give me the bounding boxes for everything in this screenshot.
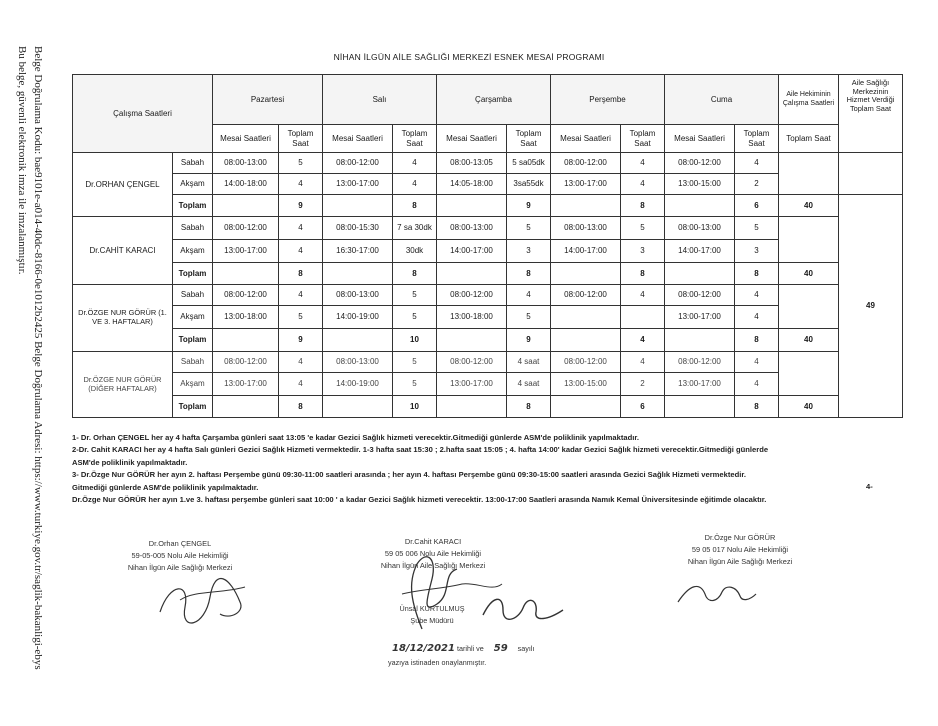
header-toplam: Toplam Saat [507, 125, 551, 153]
notes-block [72, 432, 912, 506]
shift-label: Sabah [173, 352, 213, 373]
table-cell [779, 217, 839, 263]
table-cell: 4 [279, 373, 323, 396]
table-cell: 4 [507, 285, 551, 306]
note-line: 3- Dr.Özge Nur GÖRÜR her ayın 2. haftası Perşembe günü 09:30-11:00 saatleri arasında ; her ayın 4. haftası Perşembe günü 09:30-15:00 saatleri arasında Gezici Sağlık Hizmeti vermektedir. [72, 470, 747, 480]
table-cell: 30dk [393, 240, 437, 263]
table-cell [551, 306, 621, 329]
table-cell: 08:00-12:00 [665, 153, 735, 174]
doctor-name: Dr.ÖZGE NUR GÖRÜR (DİĞER HAFTALAR) [73, 352, 173, 418]
total-row [73, 195, 903, 217]
doctor-name: Dr.CAHİT KARACI [73, 217, 173, 285]
table-cell: 14:00-19:00 [323, 373, 393, 396]
header-toplam: Toplam Saat [393, 125, 437, 153]
table-cell: 14:00-17:00 [437, 240, 507, 263]
table-cell [665, 195, 735, 217]
total-label: Toplam [173, 263, 213, 285]
table-cell: 14:00-18:00 [213, 174, 279, 195]
table-row [73, 373, 903, 396]
table-cell: 14:00-17:00 [551, 240, 621, 263]
shift-label: Akşam [173, 240, 213, 263]
table-cell: 7 sa 30dk [393, 217, 437, 240]
table-cell: 4 [621, 285, 665, 306]
table-cell: 13:00-15:00 [551, 373, 621, 396]
header-day-monday: Pazartesi [213, 75, 323, 125]
table-cell: 9 [279, 195, 323, 217]
signature-line: 59 05 017 Nolu Aile Hekimliği [691, 545, 789, 554]
doctor-name: Dr.ÖZGE NUR GÖRÜR (1. VE 3. HAFTALAR) [73, 285, 173, 352]
document-title: NİHAN İLGÜN AİLE SAĞLIĞI MERKEZİ ESNEK MESAİ PROGRAMI [333, 52, 605, 62]
asm-total-value: 49 [839, 195, 903, 418]
table-cell: 5 [279, 306, 323, 329]
total-label: Toplam [173, 396, 213, 418]
handwritten-signature-ozge [670, 574, 760, 614]
header-mesai: Mesai Saatleri [437, 125, 507, 153]
table-cell: 4 [735, 352, 779, 373]
table-cell: 9 [279, 329, 323, 352]
table-cell [665, 263, 735, 285]
header-toplam: Toplam Saat [621, 125, 665, 153]
header-calisma: Çalışma Saatleri [73, 75, 213, 153]
shift-label: Akşam [173, 174, 213, 195]
weekly-total: 40 [779, 195, 839, 217]
signature-line: Nihan İlgün Aile Sağlığı Merkezi [127, 563, 233, 572]
header-toplam: Toplam Saat [279, 125, 323, 153]
table-cell: 8 [279, 396, 323, 418]
table-cell: 13:00-18:00 [213, 306, 279, 329]
table-cell: 8 [735, 329, 779, 352]
table-cell: 10 [393, 329, 437, 352]
approval-number: 59 [493, 643, 508, 654]
table-cell: 4 [621, 352, 665, 373]
table-cell [665, 396, 735, 418]
table-cell: 08:00-12:00 [665, 285, 735, 306]
table-cell: 13:00-17:00 [437, 373, 507, 396]
table-cell: 08:00-13:00 [213, 153, 279, 174]
table-cell: 08:00-12:00 [213, 285, 279, 306]
note-line: Dr.Özge Nur GÖRÜR her ayın 1.ve 3. haftası perşembe günleri saat 10:00 ' a kadar Gezici Sağlık hizmeti verecektir. 13:00-17:00 Saatleri arasında Namık Kemal Üniversitesinde eğitimde olacaktır. [72, 495, 767, 505]
table-cell [779, 285, 839, 329]
shift-label: Akşam [173, 373, 213, 396]
table-cell [839, 153, 903, 195]
table-cell: 08:00-13:00 [323, 352, 393, 373]
table-row [73, 352, 903, 373]
table-cell: 13:00-17:00 [323, 174, 393, 195]
table-cell: 13:00-18:00 [437, 306, 507, 329]
table-cell: 13:00-17:00 [213, 373, 279, 396]
shift-label: Sabah [173, 153, 213, 174]
table-cell: 4 [393, 153, 437, 174]
table-cell [213, 263, 279, 285]
signature-line: Nihan İlgün Aile Sağlığı Merkezi [687, 557, 793, 566]
table-cell: 08:00-13:00 [551, 217, 621, 240]
table-cell [779, 153, 839, 195]
approval-date: 18/12/2021 [392, 643, 455, 654]
table-cell: 13:00-17:00 [213, 240, 279, 263]
approval-date-line [392, 643, 534, 654]
signature-block-ozge [655, 532, 825, 568]
table-row [73, 306, 903, 329]
table-cell: 4 [393, 174, 437, 195]
header-toplam-saat: Toplam Saat [779, 125, 839, 153]
table-cell: 5 [507, 306, 551, 329]
table-cell [551, 263, 621, 285]
handwritten-signature-orhan [150, 572, 260, 632]
table-cell: 13:00-17:00 [665, 373, 735, 396]
table-cell [213, 396, 279, 418]
table-cell [437, 329, 507, 352]
header-toplam: Toplam Saat [735, 125, 779, 153]
table-cell: 5 [621, 217, 665, 240]
table-cell: 4 saat [507, 373, 551, 396]
table-cell [665, 329, 735, 352]
approver-title: Şube Müdürü [410, 616, 454, 625]
table-row [73, 153, 903, 174]
table-cell: 4 [279, 217, 323, 240]
header-mesai: Mesai Saatleri [665, 125, 735, 153]
approval-number-suffix: sayılı [517, 644, 535, 653]
table-cell: 8 [393, 195, 437, 217]
table-cell: 8 [621, 195, 665, 217]
table-row [73, 217, 903, 240]
table-cell: 3 [621, 240, 665, 263]
approver-name: Ünsal KURTULMUŞ [399, 604, 465, 613]
table-cell: 4 [735, 153, 779, 174]
total-label: Toplam [173, 195, 213, 217]
total-row [73, 329, 903, 352]
table-cell: 3 [507, 240, 551, 263]
table-cell: 08:00-12:00 [437, 285, 507, 306]
table-cell: 5 sa05dk [507, 153, 551, 174]
table-cell [551, 195, 621, 217]
approval-line: yazıya istinaden onaylanmıştır. [388, 658, 487, 667]
note-line: Gitmediği günlerde ASM'de poliklinik yapılmaktadır. [72, 482, 259, 492]
table-cell: 9 [507, 329, 551, 352]
table-cell: 4 saat [507, 352, 551, 373]
table-cell: 08:00-13:05 [437, 153, 507, 174]
table-cell [323, 263, 393, 285]
table-cell: 3 [735, 240, 779, 263]
header-mesai: Mesai Saatleri [323, 125, 393, 153]
table-cell: 5 [393, 306, 437, 329]
table-cell [621, 306, 665, 329]
table-cell: 4 [621, 329, 665, 352]
table-cell: 13:00-17:00 [551, 174, 621, 195]
shift-label: Akşam [173, 306, 213, 329]
table-cell: 8 [507, 263, 551, 285]
weekly-total: 40 [779, 396, 839, 418]
signature-line: Nihan İlgün Aile Sağlığı Merkezi [380, 561, 486, 570]
total-row [73, 396, 903, 418]
shift-label: Sabah [173, 285, 213, 306]
table-cell: 6 [621, 396, 665, 418]
table-cell: 10 [393, 396, 437, 418]
total-row [73, 263, 903, 285]
total-label: Toplam [173, 329, 213, 352]
table-cell: 8 [507, 396, 551, 418]
table-cell: 2 [735, 174, 779, 195]
header-day-friday: Cuma [665, 75, 779, 125]
weekly-total: 40 [779, 329, 839, 352]
note-line: 1- Dr. Orhan ÇENGEL her ay 4 hafta Çarşamba günleri saat 13:05 'e kadar Gezici Sağlık hizmeti verecektir.Gitmediği günlerde ASM'de poliklinik yapılmaktadır. [72, 433, 640, 442]
table-cell: 14:00-19:00 [323, 306, 393, 329]
header-mesai: Mesai Saatleri [551, 125, 621, 153]
table-row [73, 285, 903, 306]
doctor-name: Dr.ORHAN ÇENGEL [73, 153, 173, 217]
note-line: ASM'de poliklinik yapılmaktadır. [72, 457, 188, 467]
table-cell: 16:30-17:00 [323, 240, 393, 263]
approval-date-suffix: tarihli ve [456, 644, 484, 653]
shift-label: Sabah [173, 217, 213, 240]
note-line: 2-Dr. Cahit KARACI her ay 4 hafta Salı günleri Gezici Sağlık Hizmeti vermektedir. 1-3 hafta saat 15:30 ; 2.hafta saat 15:05 ; 4. hafta 14:00' kadar Gezici Sağlık hizmeti verecektir.Gitmediği günlerde [72, 445, 769, 455]
header-row-1 [73, 75, 903, 125]
table-cell: 08:00-13:00 [437, 217, 507, 240]
table-cell: 4 [735, 306, 779, 329]
table-cell: 8 [279, 263, 323, 285]
header-aile-hekimi: Aile Hekiminin Çalışma Saatleri [779, 75, 839, 125]
e-signature-note: Bu belge, güvenli elektronik imza ile imzalanmıştır. [16, 46, 28, 275]
table-cell: 3sa55dk [507, 174, 551, 195]
table-cell [551, 329, 621, 352]
table-cell: 4 [279, 240, 323, 263]
table-cell: 4 [735, 373, 779, 396]
table-cell: 6 [735, 195, 779, 217]
table-row [73, 240, 903, 263]
header-asm-total: Aile Sağlığı Merkezinin Hizmet Verdiği Toplam Saat [839, 75, 903, 153]
table-cell: 5 [735, 217, 779, 240]
table-cell: 2 [621, 373, 665, 396]
table-cell: 08:00-12:00 [665, 352, 735, 373]
table-cell: 4 [735, 285, 779, 306]
table-cell: 08:00-12:00 [213, 352, 279, 373]
table-cell: 4 [621, 153, 665, 174]
table-cell [779, 352, 839, 396]
table-cell: 5 [393, 352, 437, 373]
schedule-table [72, 74, 903, 418]
header-day-wednesday: Çarşamba [437, 75, 551, 125]
header-day-thursday: Perşembe [551, 75, 665, 125]
approval-block [372, 603, 492, 627]
signature-name: Dr.Özge Nur GÖRÜR [704, 533, 776, 542]
table-cell: 08:00-13:00 [665, 217, 735, 240]
table-cell: 08:00-12:00 [437, 352, 507, 373]
table-cell: 08:00-12:00 [213, 217, 279, 240]
table-row [73, 174, 903, 195]
table-cell: 14:00-17:00 [665, 240, 735, 263]
table-cell: 08:00-12:00 [551, 285, 621, 306]
table-cell: 5 [393, 373, 437, 396]
table-cell [437, 195, 507, 217]
signature-name: Dr.Cahit KARACI [404, 537, 462, 546]
table-cell: 08:00-13:00 [323, 285, 393, 306]
table-cell [213, 195, 279, 217]
table-cell [213, 329, 279, 352]
table-cell: 4 [279, 352, 323, 373]
table-cell [323, 329, 393, 352]
signature-line: 59-05-005 Nolu Aile Hekimliği [131, 551, 229, 560]
table-cell: 5 [393, 285, 437, 306]
table-cell [323, 195, 393, 217]
signature-block-orhan [100, 538, 260, 574]
verification-code-text: Belge Doğrulama Kodu: bae9101e-a014-40dc-8166-0e1012b2425 Belge Doğrulama Adresi: https://www.turkiye.gov.tr/saglik-bakanligi-ebys [32, 46, 44, 670]
table-cell: 13:00-17:00 [665, 306, 735, 329]
table-cell: 8 [735, 263, 779, 285]
weekly-total: 40 [779, 263, 839, 285]
table-cell [551, 396, 621, 418]
table-cell: 8 [393, 263, 437, 285]
header-mesai: Mesai Saatleri [213, 125, 279, 153]
table-cell [323, 396, 393, 418]
table-cell: 9 [507, 195, 551, 217]
table-cell: 4 [279, 285, 323, 306]
signature-name: Dr.Orhan ÇENGEL [148, 539, 212, 548]
table-cell: 08:00-12:00 [551, 352, 621, 373]
table-cell: 4 [279, 174, 323, 195]
table-cell: 08:00-15:30 [323, 217, 393, 240]
table-cell: 14:05-18:00 [437, 174, 507, 195]
table-cell: 8 [735, 396, 779, 418]
table-cell: 13:00-15:00 [665, 174, 735, 195]
signature-line: 59 05 006 Nolu Aile Hekimliği [384, 549, 482, 558]
table-cell [437, 396, 507, 418]
table-cell: 8 [621, 263, 665, 285]
table-cell: 08:00-12:00 [551, 153, 621, 174]
header-day-tuesday: Salı [323, 75, 437, 125]
note-marker: 4- [866, 482, 873, 491]
table-cell [437, 263, 507, 285]
table-cell: 08:00-12:00 [323, 153, 393, 174]
table-cell: 5 [507, 217, 551, 240]
table-cell: 5 [279, 153, 323, 174]
table-cell: 4 [621, 174, 665, 195]
